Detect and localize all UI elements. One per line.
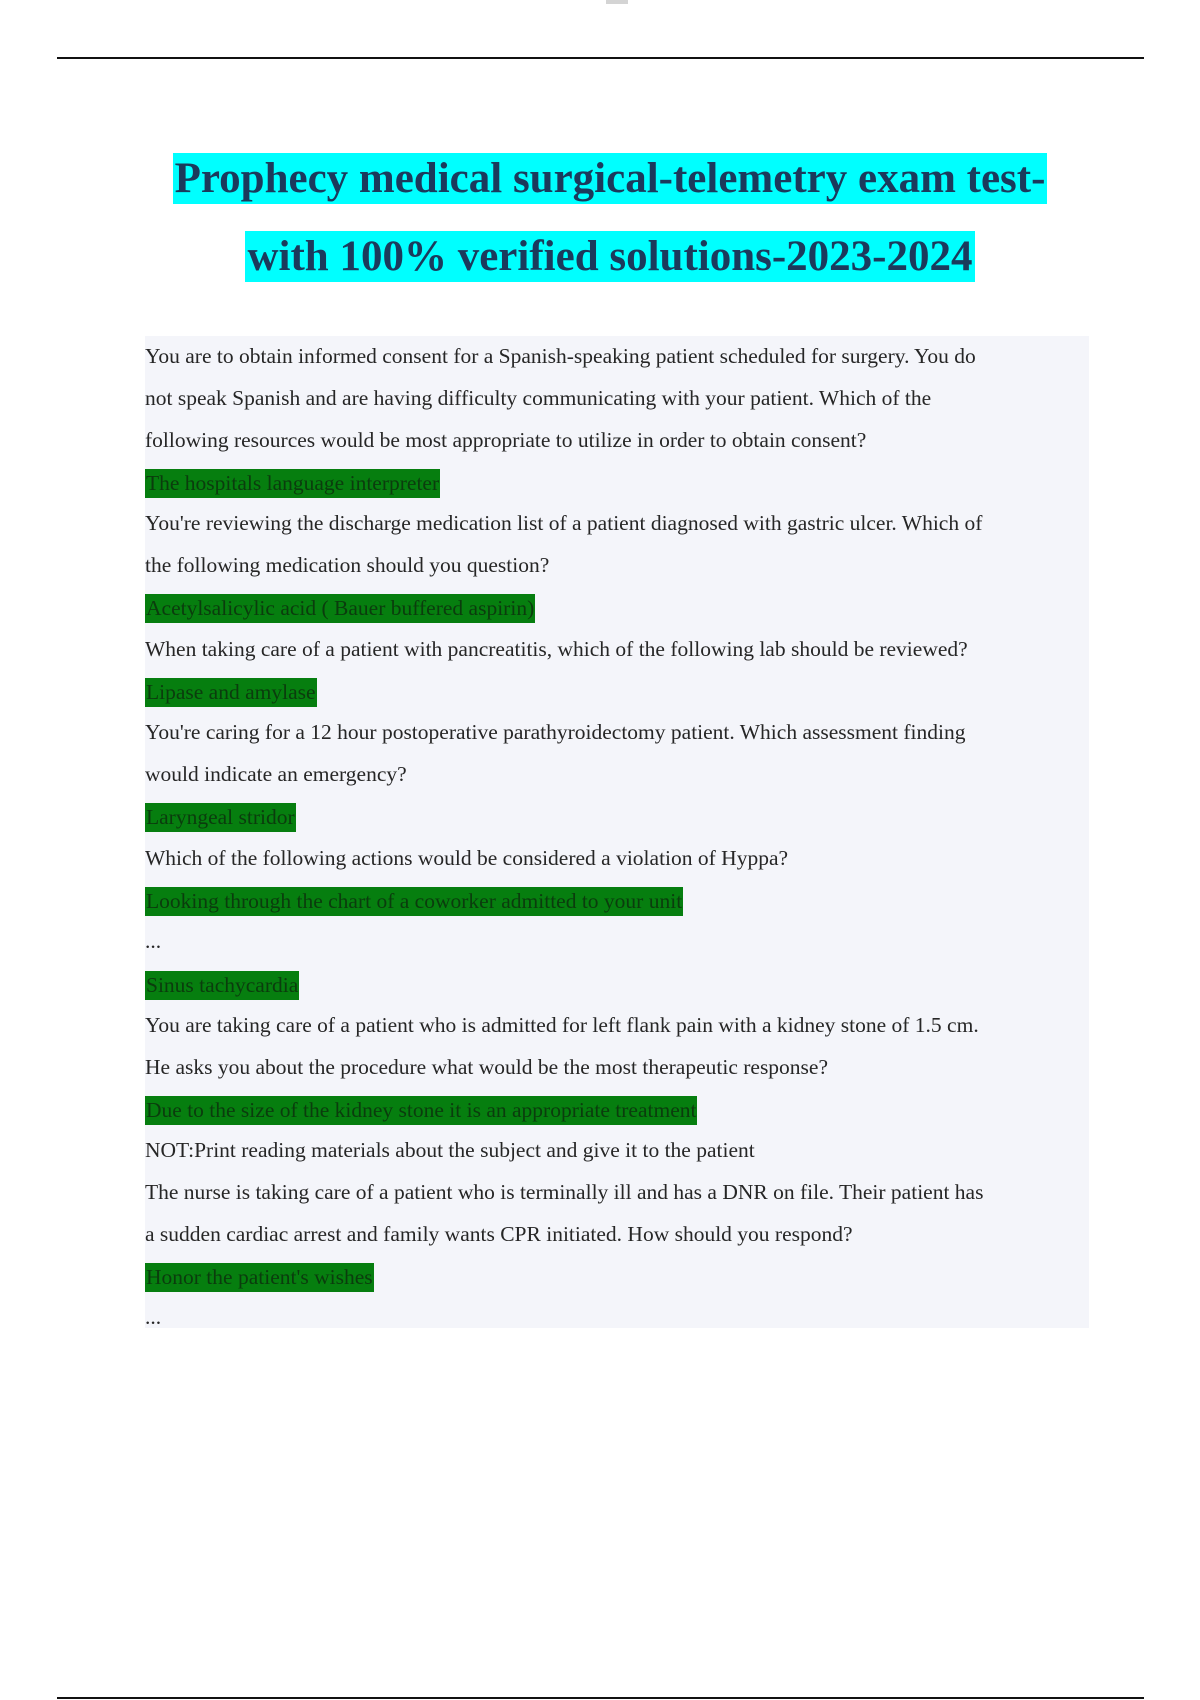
question-line: You are to obtain informed consent for a Spanish-speaking patient scheduled for surgery. You do (145, 344, 976, 368)
header-rule (57, 57, 1144, 59)
answer-line (145, 1088, 1089, 1130)
question-line: When taking care of a patient with pancreatitis, which of the following lab should be reviewed? (145, 636, 968, 661)
title-line-1: Prophecy medical surgical-telemetry exam test- (174, 155, 1046, 202)
question-line: You're reviewing the discharge medication list of a patient diagnosed with gastric ulcer. Which of (145, 511, 983, 536)
answer-line (145, 963, 1089, 1005)
answer-highlight: Looking through the chart of a coworker admitted to your unit (145, 887, 683, 916)
answer-line (145, 796, 1089, 838)
question-line: the following medication should you question? (145, 552, 550, 577)
question-line: not speak Spanish and are having difficulty communicating with your patient. Which of the (145, 385, 932, 410)
question-line: Which of the following actions would be considered a violation of Hyppa? (145, 845, 789, 870)
document-title (150, 140, 1070, 296)
footer-rule (57, 1697, 1144, 1699)
answer-line (145, 461, 1089, 503)
ellipsis-line: ... (145, 929, 162, 954)
answer-highlight: The hospitals language interpreter (145, 469, 440, 498)
answer-highlight: Honor the patient's wishes (145, 1263, 374, 1292)
question-line: following resources would be most appropriate to utilize in order to obtain consent? (145, 427, 867, 452)
answer-highlight: Acetylsalicylic acid ( Bauer buffered aspirin) (145, 594, 535, 623)
ellipsis-line: ... (145, 1305, 162, 1330)
question-line: The nurse is taking care of a patient who is terminally ill and has a DNR on file. Their patient has (145, 1179, 984, 1204)
answer-line (145, 587, 1089, 629)
note-line: NOT:Print reading materials about the subject and give it to the patient (145, 1138, 755, 1163)
qa-content (145, 336, 1089, 1328)
question-line: a sudden cardiac arrest and family wants CPR initiated. How should you respond? (145, 1221, 853, 1246)
answer-line (145, 1256, 1089, 1298)
answer-highlight: Sinus tachycardia (145, 971, 299, 1000)
question-line: You're caring for a 12 hour postoperative parathyroidectomy patient. Which assessment finding (145, 720, 966, 745)
title-line-2: with 100% verified solutions-2023-2024 (247, 233, 973, 280)
answer-highlight: Laryngeal stridor (145, 803, 296, 832)
answer-highlight: Lipase and amylase (145, 678, 317, 707)
question-line: You are taking care of a patient who is admitted for left flank pain with a kidney stone of 1.5 cm. (145, 1012, 979, 1037)
answer-line (145, 670, 1089, 712)
answer-line (145, 879, 1089, 921)
answer-highlight: Due to the size of the kidney stone it is an appropriate treatment (145, 1096, 697, 1125)
page-top-marker (606, 0, 628, 4)
question-line: He asks you about the procedure what would be the most therapeutic response? (145, 1054, 829, 1079)
question-line: would indicate an emergency? (145, 761, 407, 786)
